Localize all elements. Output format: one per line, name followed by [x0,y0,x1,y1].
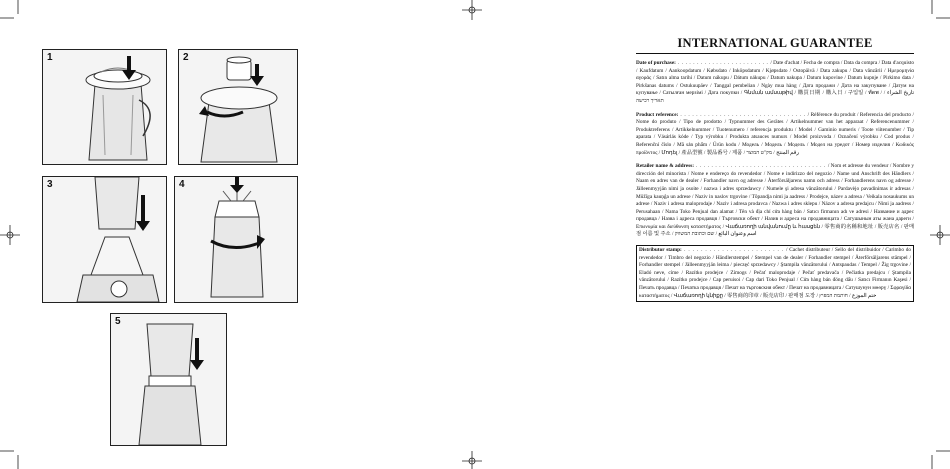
arrow-down-icon [250,64,264,86]
step-3-panel [42,176,167,303]
arrow-down-icon [190,338,204,370]
arrow-down-icon [136,195,150,231]
product-label: Product reference: [636,111,679,118]
step-4-panel [174,176,298,303]
step-1-panel [42,49,167,165]
product-reference-section [636,112,914,158]
title-underline [636,53,914,54]
retailer-label: Retailer name & address: [636,163,695,170]
blender-lid-illustration [43,50,166,164]
retailer-translations: / Nom et adresse du vendeur / Nombre y dirección del minorista / Nome e endereço do revendedor / Nome e indirizzo del negozio / Name und Anschrift des Händlers / Naam en adres van de dealer / Forhandler navn og adresse / Återförsäljarens namn och adress / Forhandlerens navn og adresse / Jälleenmyyjän nimi ja osoite / nazwa i adres sprzedawcy / Numele şi adresa vânzătorului / Pardavėjo pavadinimas ir adresas / Mūžīga kauņģa un adrese / Naziv in naslov trgovine / Tõpandja nimi ja aadress / Prodejce, název a adresa / Veikala nosaukums un adrese / Naziv i adresa maloprodaje / Naziv i adresa prodavca / Nazwa i adres sklepu / Názov a adresa predajcu / Nimi ja aadress / Perusahaan / Nama Toko Penjual dan alamat / Tên và địa chỉ cửa hàng bán / Satıcı firmanın adı ve adresi / Название и адрес продавца / Назва і адреса продавця / Търговски обект / Назив и адреса на продавницата / Сатушынын аты жана дареги / Επωνυμία και διεύθυνση καταστήματος / Վաճառողի անվանումը և հասցեն / 零售商的名稱和地址 / 販売店名 / 판매점 이름 및 주소 / اسم وعنوان البائع / שם וכתובת המשווק [636,163,915,238]
step-2-panel [178,49,298,165]
international-guarantee [636,36,914,302]
step-number: 2 [183,52,189,63]
product-dots: . . . . . . . . . . . . . . . . . . . . . . . . . . . . . . . . [678,111,808,118]
distributor-stamp-box [636,245,914,302]
step-number: 3 [47,179,53,190]
step-number: 1 [47,52,53,63]
arrow-down-icon [230,177,244,193]
date-translations: / Date d'achat / Fecha de compra / Data da compra / Data d'acquisto / Kaufdatum / Aankoopdatum / Købsdato / Inköpsdatum / Kjøpsdato / Ostopäivä / Data zakupu / Data vânzării / Ημερομηνία αγοράς / Satın alma tarihi / Datum nákupu / Dátum nákupu / Datum nakupa / Datum kupovine / Datum kupnje / Pirkimo data / Pirkšanas datums / Ostukuupäev / Tanggal pembelian / Ngày mua hàng / Дата продажи / Дата на закупуване / Датум на купување / Сатылған мерзімі / Дата покупки / Գնման ամսաթիվ / 購買日期 / 購入日 / 구입일 / ทัดพ / تاريخ الشراء / תאריך רכישה [636,60,914,104]
step-number: 4 [179,179,185,190]
stamp-translations: / Cachet distributeur / Sello del distribuidor / Carimbo do revendedor / Timbro del negozio / Händlerstempel / Stempel van de dealer / Forhandler stempel / Återförsäljarens stämpel / Forhandler stempel / Jälleenmyyjän leima / pieczęć sprzedawcy / Ştampila vânzătorului / Antspaudas / Tempel / Žig trgovine / Eladó neve, címe / Razítko prodejce / Zímogs / Pečať maloprodaje / Pečať predavača / Pečiatka predajcu / Ştampila vânzătorului / Razítko prodejce / Cap peruisoi / Cap dari Toko Penjual / Cửa hàng bán đóng dấu / Satıcı Firmanın Kaşesi / Печать продавца / Печатка продавця / Печат на търговския обект / Печат на продавницата / Сатушунун мөөрү / Σφραγίδα καταστήματος / Վաճառողի կնիքը / 零售商的印章 / 販売店印 / 판매점 도장 / ختم الموزع / חותמת המפיץ [639,247,911,299]
date-of-purchase-section [636,60,914,106]
product-translations: / Référence du produit / Referencia del producto / Nome do produto / Tipo de prodotto / Typnummer des Gerätes / Artikelnummer van het apparaat / Referencenummer / Produktreferens / Artikkelnummer / Tuotenumero / referencja produktu / Model / Gaminio numeris / Toote viitenumber / Tip aparata / Vásárlás kóde / Typ výrobku / Produkta atsauces numurs / Model proizvoda / Označení výrobku / Cod produs / Referenční číslo / Mã sản phẩm / Ürün kodu / Модель / Модель / Модель / Модел на уредот / Номер изделия / Κωδικός προϊόντος / Մոդել / 產品型號 / 製品番号 / 제품 / رقم المنتج / מק"ט המוצר [636,111,914,156]
blade-assembly-illustration [175,177,297,302]
blender-base-illustration [43,177,166,302]
retailer-section [636,163,914,239]
stamp-label: Distributor stamp: [639,247,682,254]
step-5-panel [110,313,227,446]
assembled-blender-illustration [111,314,226,445]
blender-jar-illustration [179,50,297,164]
step-number: 5 [115,316,121,327]
date-dots: . . . . . . . . . . . . . . . . . . . . . . . . [675,60,771,66]
date-label: Date of purchase: [636,60,676,66]
distributor-stamp-section [639,247,911,300]
stamp-dots: . . . . . . . . . . . . . . . . . . . . . . . . [681,247,787,254]
guarantee-title: INTERNATIONAL GUARANTEE [677,36,873,50]
retailer-dots: . . . . . . . . . . . . . . . . . . . . . . . . . . . . . . . . . . [694,163,828,170]
